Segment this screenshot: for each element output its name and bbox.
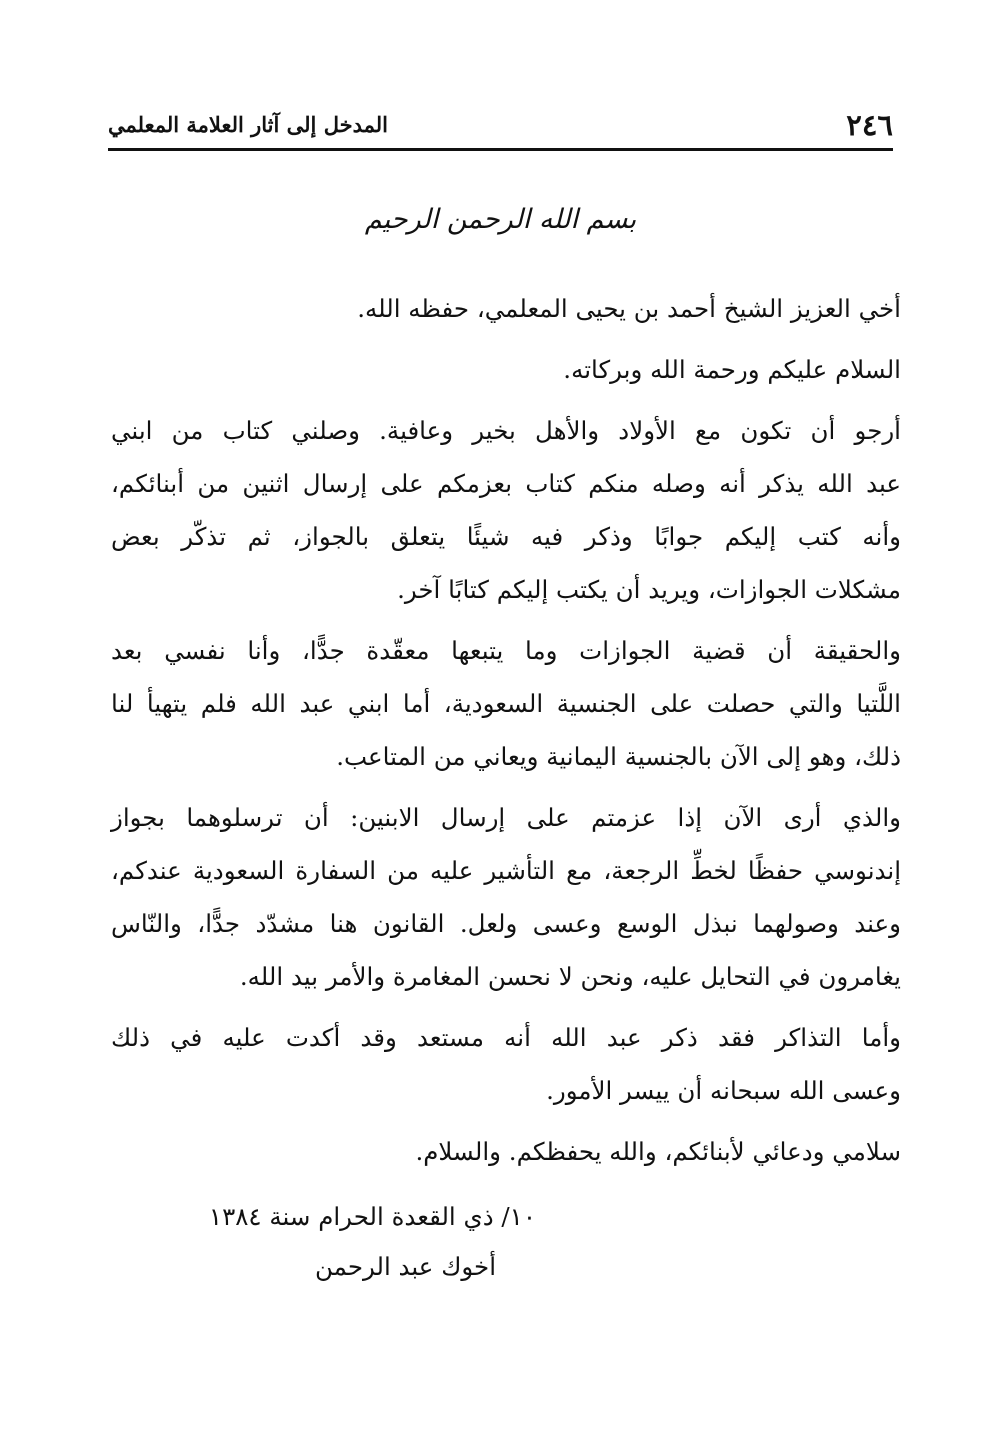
header-rule	[108, 148, 893, 151]
paragraph-line: أرجو أن تكون مع الأولاد والأهل بخير وعافية. وصلني كتاب من ابني	[111, 416, 901, 445]
salutation-line: أخي العزيز الشيخ أحمد بن يحيى المعلمي، حفظه الله.	[357, 294, 901, 323]
paragraph-line: وعند وصولهما نبذل الوسع وعسى ولعل. القانون هنا مشدّد جدًّا، والنّاس	[111, 909, 901, 938]
paragraph-line: اللَّتيا والتي حصلت على الجنسية السعودية، أما ابني عبد الله فلم يتهيأ لنا	[111, 689, 901, 718]
paragraph-line: وعسى الله سبحانه أن ييسر الأمور.	[546, 1076, 901, 1105]
paragraph-line: يغامرون في التحايل عليه، ونحن لا نحسن المغامرة والأمر بيد الله.	[239, 962, 901, 991]
basmala-calligraphy: بسم الله الرحمن الرحيم	[364, 204, 637, 235]
signature-line: أخوك عبد الرحمن	[315, 1252, 496, 1281]
closing-line: سلامي ودعائي لأبنائكم، والله يحفظكم. والسلام.	[415, 1137, 901, 1166]
paragraph-line: عبد الله يذكر أنه وصله منكم كتاب بعزمكم على إرسال اثنين من أبنائكم،	[111, 469, 901, 498]
paragraph-line: والذي أرى الآن إذا عزمتم على إرسال الابنين: أن ترسلوهما بجواز	[111, 803, 901, 832]
page-header	[108, 108, 893, 148]
page-number: ٢٤٦	[846, 108, 893, 142]
signature-block	[186, 1192, 536, 1292]
letter-body	[111, 282, 901, 1178]
paragraph-line: ذلك، وهو إلى الآن بالجنسية اليمانية ويعاني من المتاعب.	[336, 742, 901, 771]
greeting-line: السلام عليكم ورحمة الله وبركاته.	[563, 355, 901, 384]
paragraph-line: وأنه كتب إليكم جوابًا وذكر فيه شيئًا يتعلق بالجواز، ثم تذكّر بعض	[111, 522, 901, 551]
running-title: المدخل إلى آثار العلامة المعلمي	[108, 112, 388, 137]
paragraph-line: وأما التذاكر فقد ذكر عبد الله أنه مستعد وقد أكدت عليه في ذلك	[111, 1023, 901, 1052]
letter-date: ١٠/ ذي القعدة الحرام سنة ١٣٨٤	[208, 1202, 536, 1231]
paragraph-line: مشكلات الجوازات، ويريد أن يكتب إليكم كتابًا آخر.	[397, 575, 901, 604]
paragraph-line: إندنوسي حفظًا لخطِّ الرجعة، مع التأشير عليه من السفارة السعودية عندكم،	[111, 856, 901, 885]
paragraph-line: والحقيقة أن قضية الجوازات وما يتبعها معقّدة جدًّا، وأنا نفسي بعد	[111, 636, 901, 665]
